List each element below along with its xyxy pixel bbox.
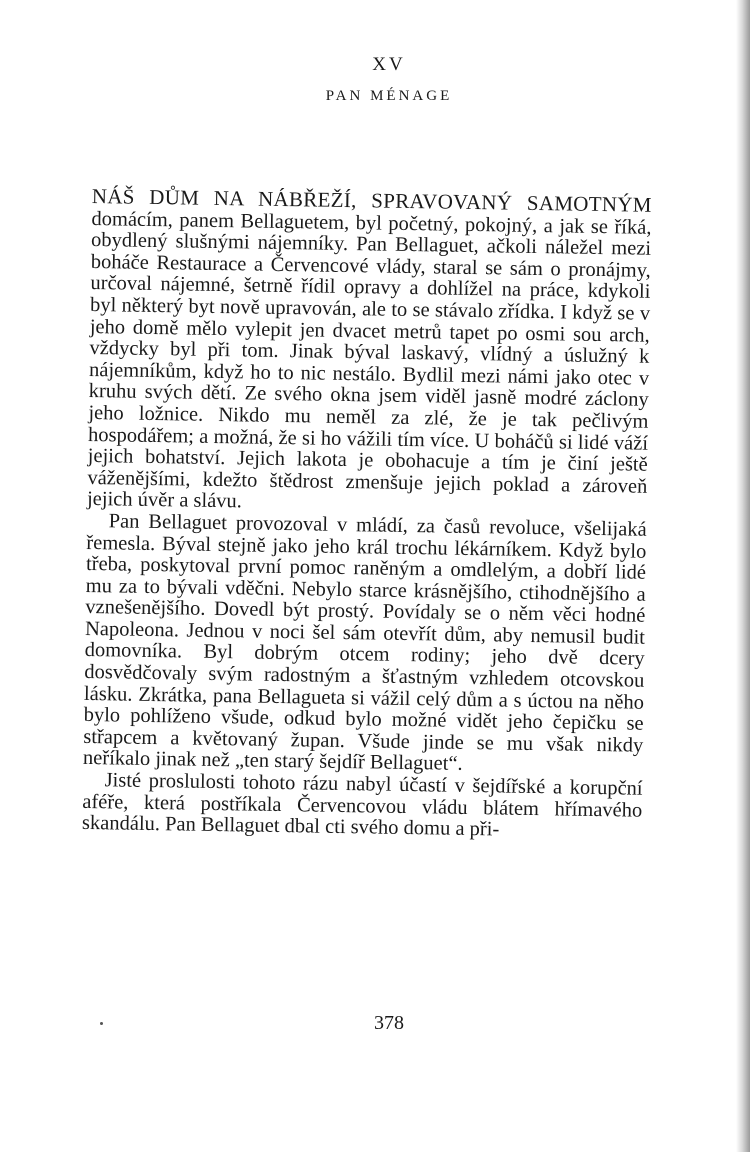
page-gutter-shadow — [736, 0, 750, 1152]
paragraph-1 — [87, 186, 652, 520]
page-number: 378 — [374, 1012, 404, 1034]
body-text — [82, 186, 652, 844]
paragraph-3: Jisté proslulosti tohoto rázu nabyl účastí v šejdířské a korupční aféře, která postříkala Červencovou vládu blátem hřímavého skandálu. Pan Bellaguet dbal cti svého domu a při- — [81, 769, 643, 841]
paragraph-2: Pan Bellaguet provozoval v mládí, za časů revoluce, všelijaká řemesla. Býval stejně jako jeho král trochu lékárníkem. Když bylo třeba, poskytoval první pomoc raněným a omdlelým, a dobří lidé mu za to bývali vděčni. Nebylo starce krásnějšího, ctihodnějšího a vznešenějšího. Dovedl být prostý. Povídaly se o něm věci hodné Napoleona. Jednou v noci šel sám otevřít dům, aby nemusil budit domovníka. Byl dobrým otcem rodiny; jeho dvě dcery dosvědčovaly svým radostným a šťastným vzhledem otcovskou lásku. Zkrátka, pana Bellagueta si vážil celý dům a s úctou na něho bylo pohlíženo všude, odkud bylo možné vidět jeho čepičku se střapcem a květovaný župan. Všude jinde se mu však nikdy neříkalo jinak než „ten starý šejdíř Bellaguet“. — [82, 510, 647, 776]
paragraph-1-text: domácím, panem Bellaguetem, byl početný, pokojný, a jak se říká, obydlený slušnými nájemníky. Pan Bellaguet, ačkoli náležel mezi boháče Restaurace a Červencové vlády, staral se sám o pronájmy, určoval nájemné, šetrně řídil opravy a dohlížel na práce, kdykoli byl některý byt nově upravován, ale to se stávalo zřídka. I když se v jeho domě mělo vylepit jen dvacet metrů tapet po osmi sou arch, vždycky byl při tom. Jinak býval laskavý, vlídný a úslužný k nájemníkům, když ho to nic nestálo. Bydlil mezi námi jako otec v kruhu svých dětí. Ze svého okna jsem viděl jasně modré záclony jeho ložnice. Nikdo mu neměl za zlé, že je tak pečlivým hospodářem; a možná, že si ho vážili tím více. U boháčů si lidé váží jejich bohatství. Jejich lakota je obohacuje a tím je činí ještě váženějšími, kdežto štědrost zmenšuje jejich poklad a zároveň jejich úvěr a slávu. — [86, 207, 652, 513]
chapter-number: XV — [372, 54, 406, 75]
opening-caps: NÁŠ DŮM NA NÁBŘEŽÍ, SPRAVOVANÝ SAMOTNÝM — [91, 184, 652, 217]
chapter-title: PAN MÉNAGE — [325, 88, 453, 104]
